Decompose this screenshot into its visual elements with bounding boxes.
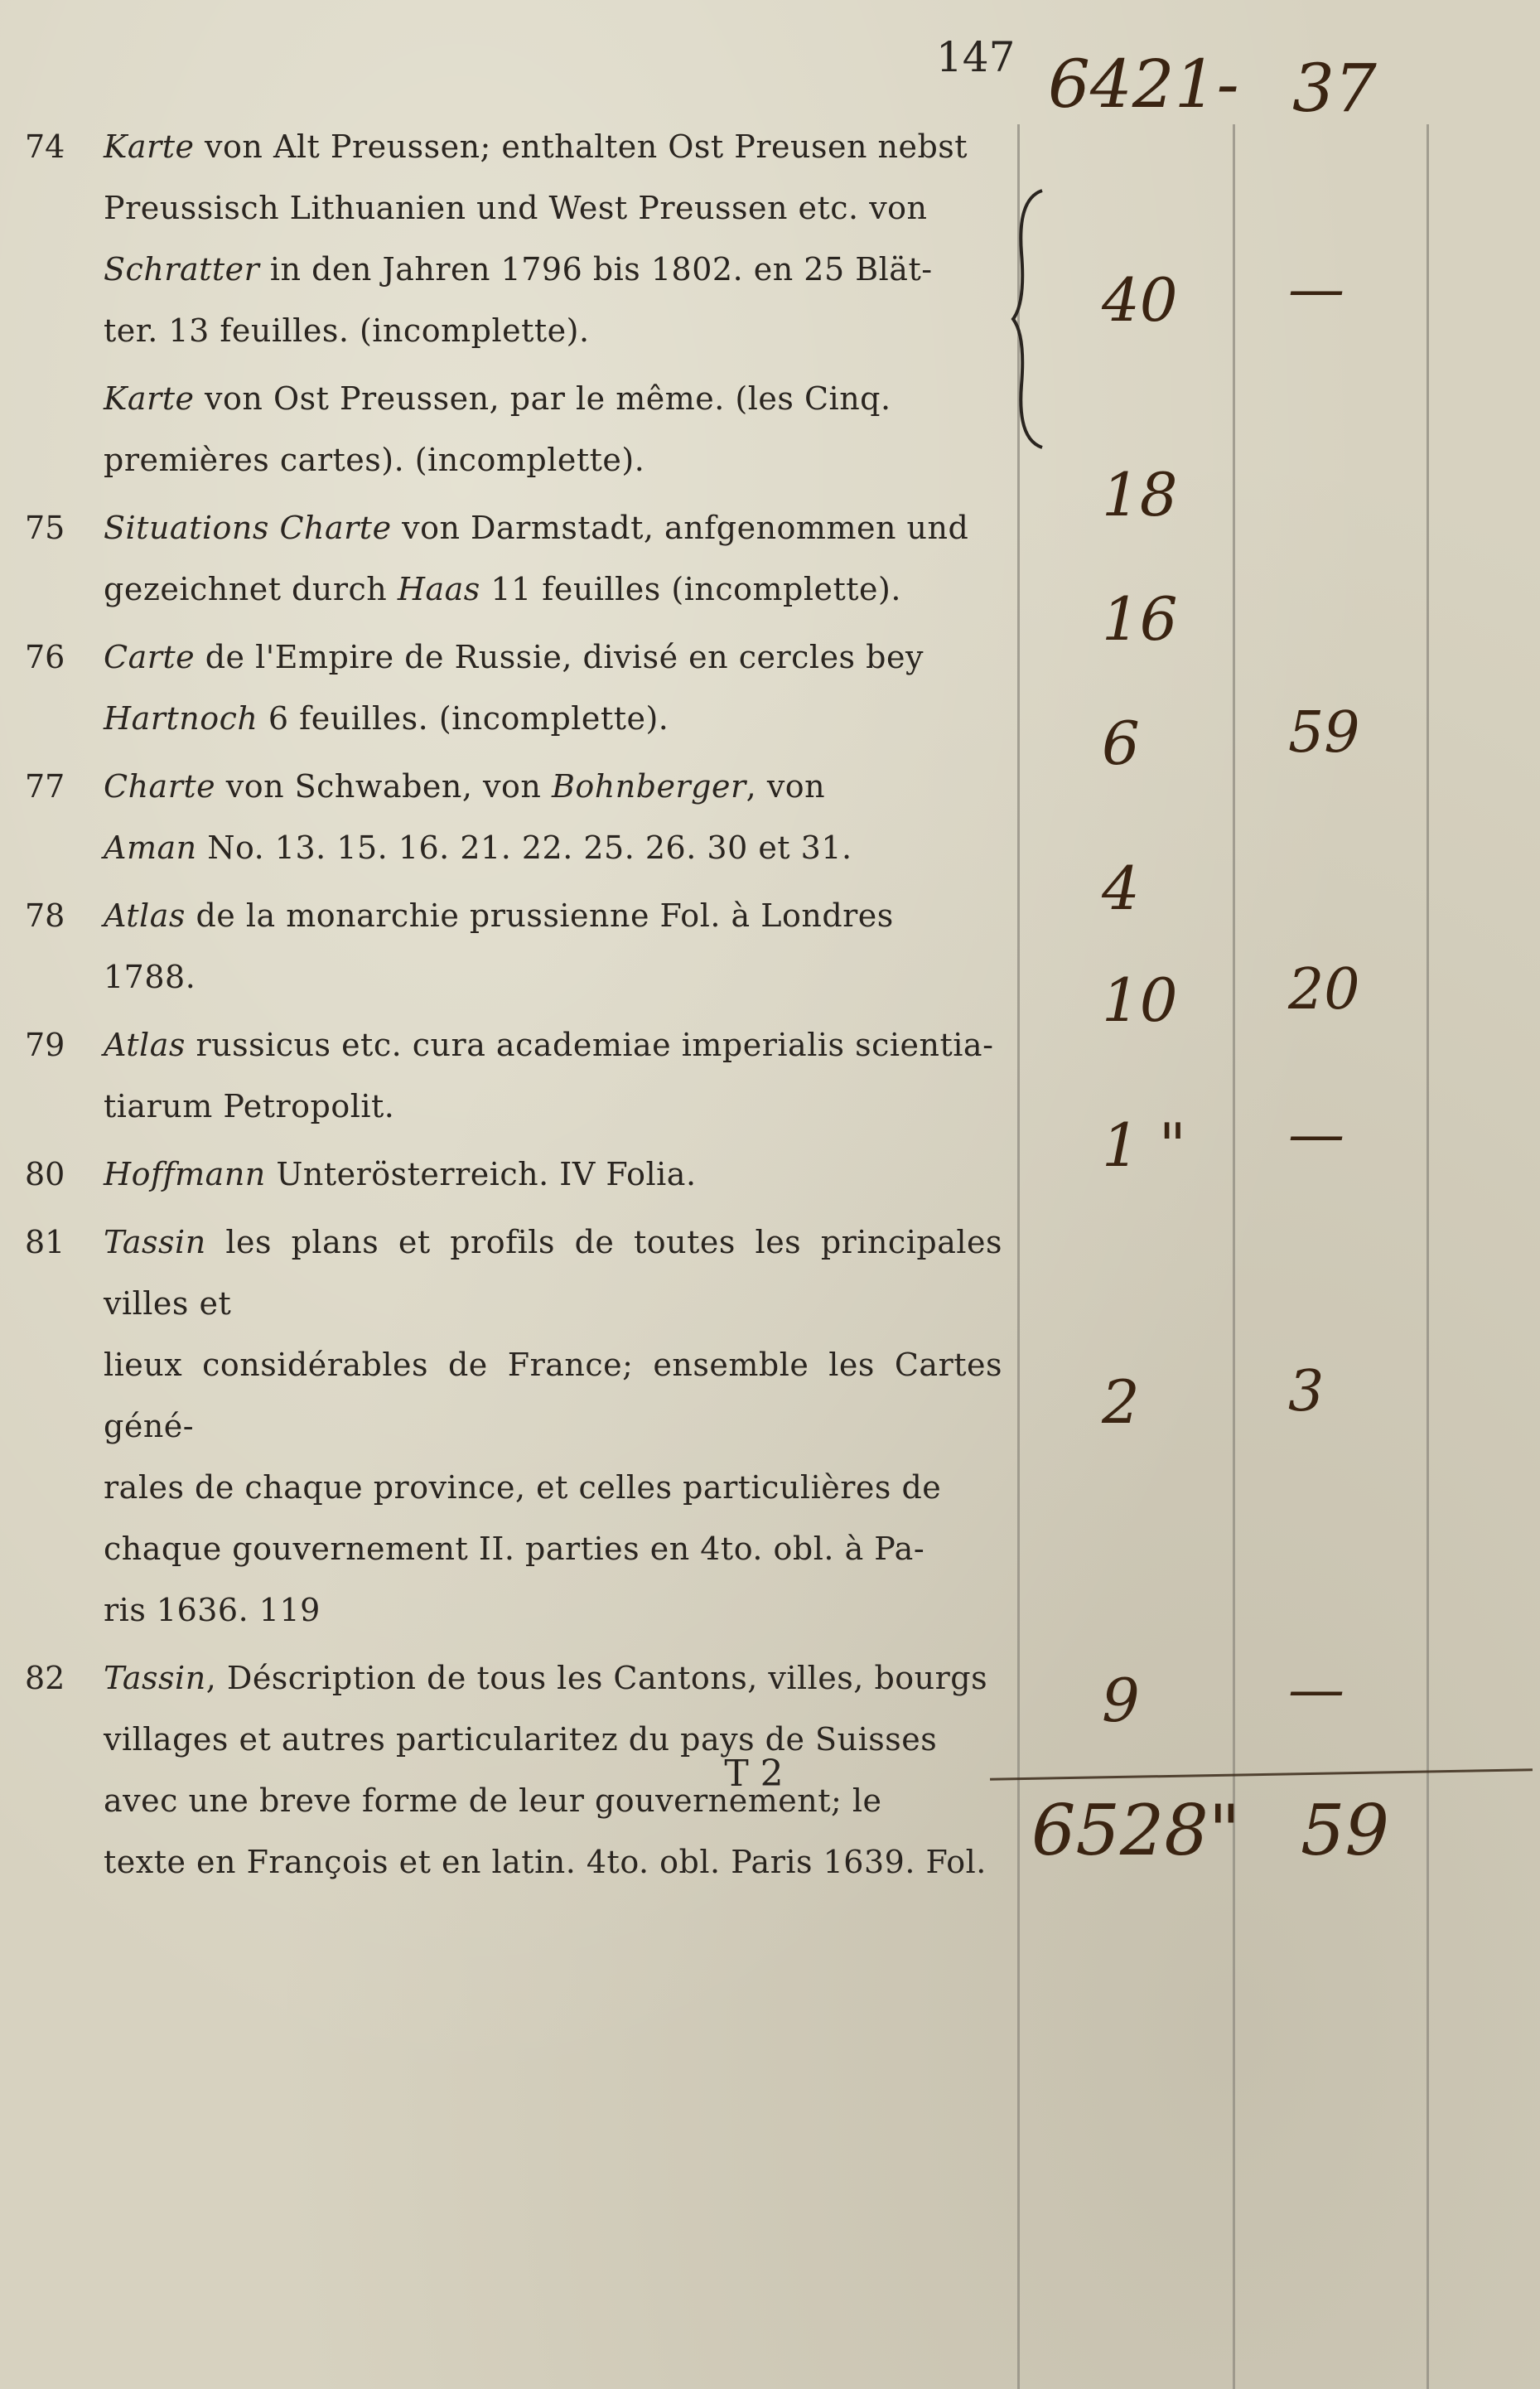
page-number: 147 — [936, 33, 1016, 81]
catalog-entry — [25, 1211, 1002, 1641]
entry-line: Hartnoch 6 feuilles. (incomplette). — [104, 700, 669, 737]
amount-79: 10 — [1102, 965, 1178, 1035]
amount-80: 1 " — [1102, 1110, 1186, 1180]
entry-line: Preussisch Lithuanien und West Preussen etc. von — [104, 190, 928, 226]
total-amount: 6528" — [1031, 1790, 1241, 1871]
entry-line: chaque gouvernement II. parties en 4to. obl. à Pa- — [104, 1531, 925, 1567]
entry-number: 74 — [25, 128, 65, 165]
amount-77: 6 — [1102, 708, 1140, 778]
total-underline — [990, 1768, 1533, 1780]
catalog-entry — [25, 116, 1002, 361]
entry-line: Atlas russicus etc. cura academiae imperialis scientia- — [104, 1027, 994, 1063]
catalog-entry — [25, 756, 1002, 878]
entry-number: 77 — [25, 768, 65, 805]
entry-line: Tassin les plans et profils de toutes les principales villes et — [104, 1224, 1002, 1322]
sub-amount-77: 59 — [1288, 700, 1360, 766]
entry-text — [104, 1014, 1002, 1137]
catalog-entry — [25, 368, 1002, 491]
entry-number: 81 — [25, 1224, 65, 1260]
entry-text — [104, 1144, 1002, 1205]
ruling-line — [1233, 124, 1235, 2389]
amount-74: 40 — [1102, 265, 1178, 335]
sub-amount-81: 3 — [1288, 1359, 1325, 1424]
sub-amount-74: — — [1288, 257, 1344, 322]
catalog-entries — [25, 116, 1002, 1899]
amount-81: 2 — [1102, 1367, 1140, 1437]
entry-line: rales de chaque province, et celles particulières de — [104, 1469, 942, 1506]
amount-82: 9 — [1102, 1666, 1140, 1735]
entry-line: avec une breve forme de leur gouvernement; le — [104, 1782, 882, 1819]
carry-forward-sub: 37 — [1292, 50, 1377, 127]
entry-text — [104, 116, 1002, 361]
entry-line: tiarum Petropolit. — [104, 1088, 395, 1124]
entry-line: Situations Charte von Darmstadt, anfgenommen und — [104, 510, 969, 546]
entry-line: gezeichnet durch Haas 11 feuilles (incomplette). — [104, 571, 901, 607]
catalog-entry — [25, 497, 1002, 620]
entry-line: premières cartes). (incomplette). — [104, 442, 645, 478]
sub-amount-79: 20 — [1288, 957, 1360, 1023]
ruling-line — [1427, 124, 1429, 2389]
amount-78: 4 — [1102, 854, 1140, 923]
entry-text — [104, 756, 1002, 878]
amount-75: 18 — [1102, 460, 1178, 530]
catalog-entry — [25, 1144, 1002, 1205]
entry-text — [104, 497, 1002, 620]
entry-line: Carte de l'Empire de Russie, divisé en cercles bey — [104, 639, 924, 675]
catalog-entry — [25, 1014, 1002, 1137]
entry-line: Aman No. 13. 15. 16. 21. 22. 25. 26. 30 et 31. — [104, 829, 852, 866]
entry-number: 76 — [25, 639, 65, 675]
sub-amount-80: — — [1288, 1102, 1344, 1168]
entry-line: Tassin, Déscription de tous les Cantons, villes, bourgs — [104, 1660, 988, 1696]
entry-line: Karte von Alt Preussen; enthalten Ost Preusen nebst — [104, 128, 968, 165]
brace-mark — [1009, 186, 1050, 452]
entry-line: Schratter in den Jahren 1796 bis 1802. en 25 Blät- — [104, 251, 933, 288]
amount-76: 16 — [1102, 584, 1178, 654]
entry-text — [104, 1647, 1002, 1893]
entry-number: 79 — [25, 1027, 65, 1063]
entry-line: villages et autres particularitez du pays de Suisses — [104, 1721, 938, 1758]
entry-text — [104, 885, 1002, 1008]
catalog-entry — [25, 885, 1002, 1008]
entry-number: 75 — [25, 510, 65, 546]
entry-line: 1788. — [104, 959, 196, 995]
entry-number: 82 — [25, 1660, 65, 1696]
sub-amount-82: — — [1288, 1657, 1344, 1723]
signature-mark: T 2 — [724, 1753, 784, 1795]
entry-line: Atlas de la monarchie prussienne Fol. à Londres — [104, 897, 894, 934]
carry-forward-amount: 6421- — [1048, 46, 1239, 123]
entry-line: lieux considérables de France; ensemble les Cartes géné- — [104, 1347, 1002, 1444]
entry-line: Hoffmann Unterösterreich. IV Folia. — [104, 1156, 697, 1192]
catalog-entry — [25, 1647, 1002, 1893]
ruling-line — [1017, 124, 1020, 2389]
entry-line: Charte von Schwaben, von Bohnberger, von — [104, 768, 826, 805]
catalog-entry — [25, 626, 1002, 749]
entry-line: Karte von Ost Preussen, par le même. (les Cinq. — [104, 380, 891, 417]
entry-text — [104, 626, 1002, 749]
entry-number: 80 — [25, 1156, 65, 1192]
entry-line: ris 1636. 119 — [104, 1592, 321, 1628]
total-sub-amount: 59 — [1301, 1790, 1389, 1871]
entry-line: texte en François et en latin. 4to. obl. Paris 1639. Fol. — [104, 1844, 987, 1880]
entry-text — [104, 368, 1002, 491]
entry-line: ter. 13 feuilles. (incomplette). — [104, 312, 590, 349]
entry-text — [104, 1211, 1002, 1641]
entry-number: 78 — [25, 897, 65, 934]
